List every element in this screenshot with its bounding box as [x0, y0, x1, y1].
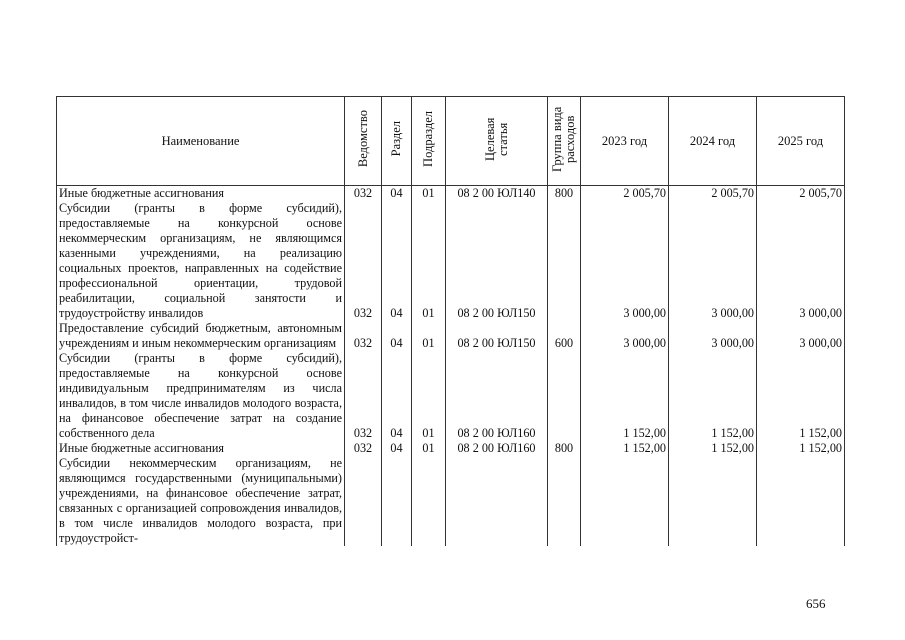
- header-expense-group: Группа вида расходов: [548, 97, 581, 186]
- row-target: 08 2 00 ЮЛ140: [446, 186, 548, 202]
- header-name: Наименование: [57, 97, 345, 186]
- header-2025: 2025 год: [757, 97, 845, 186]
- row-section: 04: [382, 186, 412, 202]
- row-target: 08 2 00 ЮЛ150: [446, 321, 548, 351]
- row-group: 600: [548, 321, 581, 351]
- row-subsection: 01: [412, 351, 446, 441]
- table-row: [57, 186, 845, 202]
- header-target-item: Целевая статья: [446, 97, 548, 186]
- row-target: [446, 456, 548, 546]
- row-group: [548, 201, 581, 321]
- row-2025: 2 005,70: [757, 186, 845, 202]
- row-2025: 1 152,00: [757, 351, 845, 441]
- row-ministry: [345, 456, 382, 546]
- row-2023: [581, 456, 669, 546]
- table-row: [57, 441, 845, 456]
- row-2025: 1 152,00: [757, 441, 845, 456]
- row-ministry: 032: [345, 351, 382, 441]
- row-subsection: 01: [412, 201, 446, 321]
- row-group: [548, 351, 581, 441]
- row-ministry: 032: [345, 321, 382, 351]
- row-subsection: [412, 456, 446, 546]
- row-2023: 1 152,00: [581, 441, 669, 456]
- header-2023: 2023 год: [581, 97, 669, 186]
- row-group: [548, 456, 581, 546]
- row-2024: 3 000,00: [669, 321, 757, 351]
- row-group: 800: [548, 186, 581, 202]
- row-2023: 3 000,00: [581, 201, 669, 321]
- row-subsection: 01: [412, 441, 446, 456]
- row-section: 04: [382, 441, 412, 456]
- row-target: 08 2 00 ЮЛ160: [446, 351, 548, 441]
- row-2023: 3 000,00: [581, 321, 669, 351]
- budget-table: [56, 96, 845, 546]
- header-subsection: Подраздел: [412, 97, 446, 186]
- row-ministry: 032: [345, 441, 382, 456]
- row-ministry: 032: [345, 201, 382, 321]
- row-name: Иные бюджетные ассигнования: [57, 441, 345, 456]
- header-2024: 2024 год: [669, 97, 757, 186]
- row-2024: [669, 456, 757, 546]
- row-name: Субсидии (гранты в форме субсидий), предоставляемые на конкурсной основе индивидуальным предпринимателям из числа инвалидов, в том числе инвалидов молодого возраста, на финансовое обеспечение затрат на создание собственного дела: [57, 351, 345, 441]
- row-section: [382, 456, 412, 546]
- row-2025: 3 000,00: [757, 201, 845, 321]
- row-section: 04: [382, 201, 412, 321]
- row-target: 08 2 00 ЮЛ150: [446, 201, 548, 321]
- row-name: Субсидии (гранты в форме субсидий), предоставляемые на конкурсной основе некоммерческим организациям, не являющимся казенными учреждениями, на реализацию социальных проектов, направленных на содействие профессиональной ориентации, трудовой реабилитации, социальной занятости и трудоустройству инвалидов: [57, 201, 345, 321]
- row-2025: 3 000,00: [757, 321, 845, 351]
- row-name: Иные бюджетные ассигнования: [57, 186, 345, 202]
- table-row: [57, 456, 845, 546]
- row-section: 04: [382, 351, 412, 441]
- table-row: [57, 321, 845, 351]
- table-row: [57, 201, 845, 321]
- row-2024: 3 000,00: [669, 201, 757, 321]
- row-name: Предоставление субсидий бюджетным, автономным учреждениям и иным некоммерческим организациям: [57, 321, 345, 351]
- page-number: 656: [806, 596, 826, 611]
- row-2024: 2 005,70: [669, 186, 757, 202]
- row-subsection: 01: [412, 186, 446, 202]
- row-name: Субсидии некоммерческим организациям, не являющимся государственными (муниципальными) учреждениями, на финансовое обеспечение затрат, связанных с организацией сопровождения инвалидов, в том числе инвалидов молодого возраста, при трудоустройст-: [57, 456, 345, 546]
- row-target: 08 2 00 ЮЛ160: [446, 441, 548, 456]
- row-ministry: 032: [345, 186, 382, 202]
- row-2023: 1 152,00: [581, 351, 669, 441]
- row-group: 800: [548, 441, 581, 456]
- table-row: [57, 351, 845, 441]
- row-2023: 2 005,70: [581, 186, 669, 202]
- row-2024: 1 152,00: [669, 351, 757, 441]
- row-2024: 1 152,00: [669, 441, 757, 456]
- row-2025: [757, 456, 845, 546]
- header-ministry: Ведомство: [345, 97, 382, 186]
- row-subsection: 01: [412, 321, 446, 351]
- row-section: 04: [382, 321, 412, 351]
- header-row: [57, 97, 845, 186]
- header-section: Раздел: [382, 97, 412, 186]
